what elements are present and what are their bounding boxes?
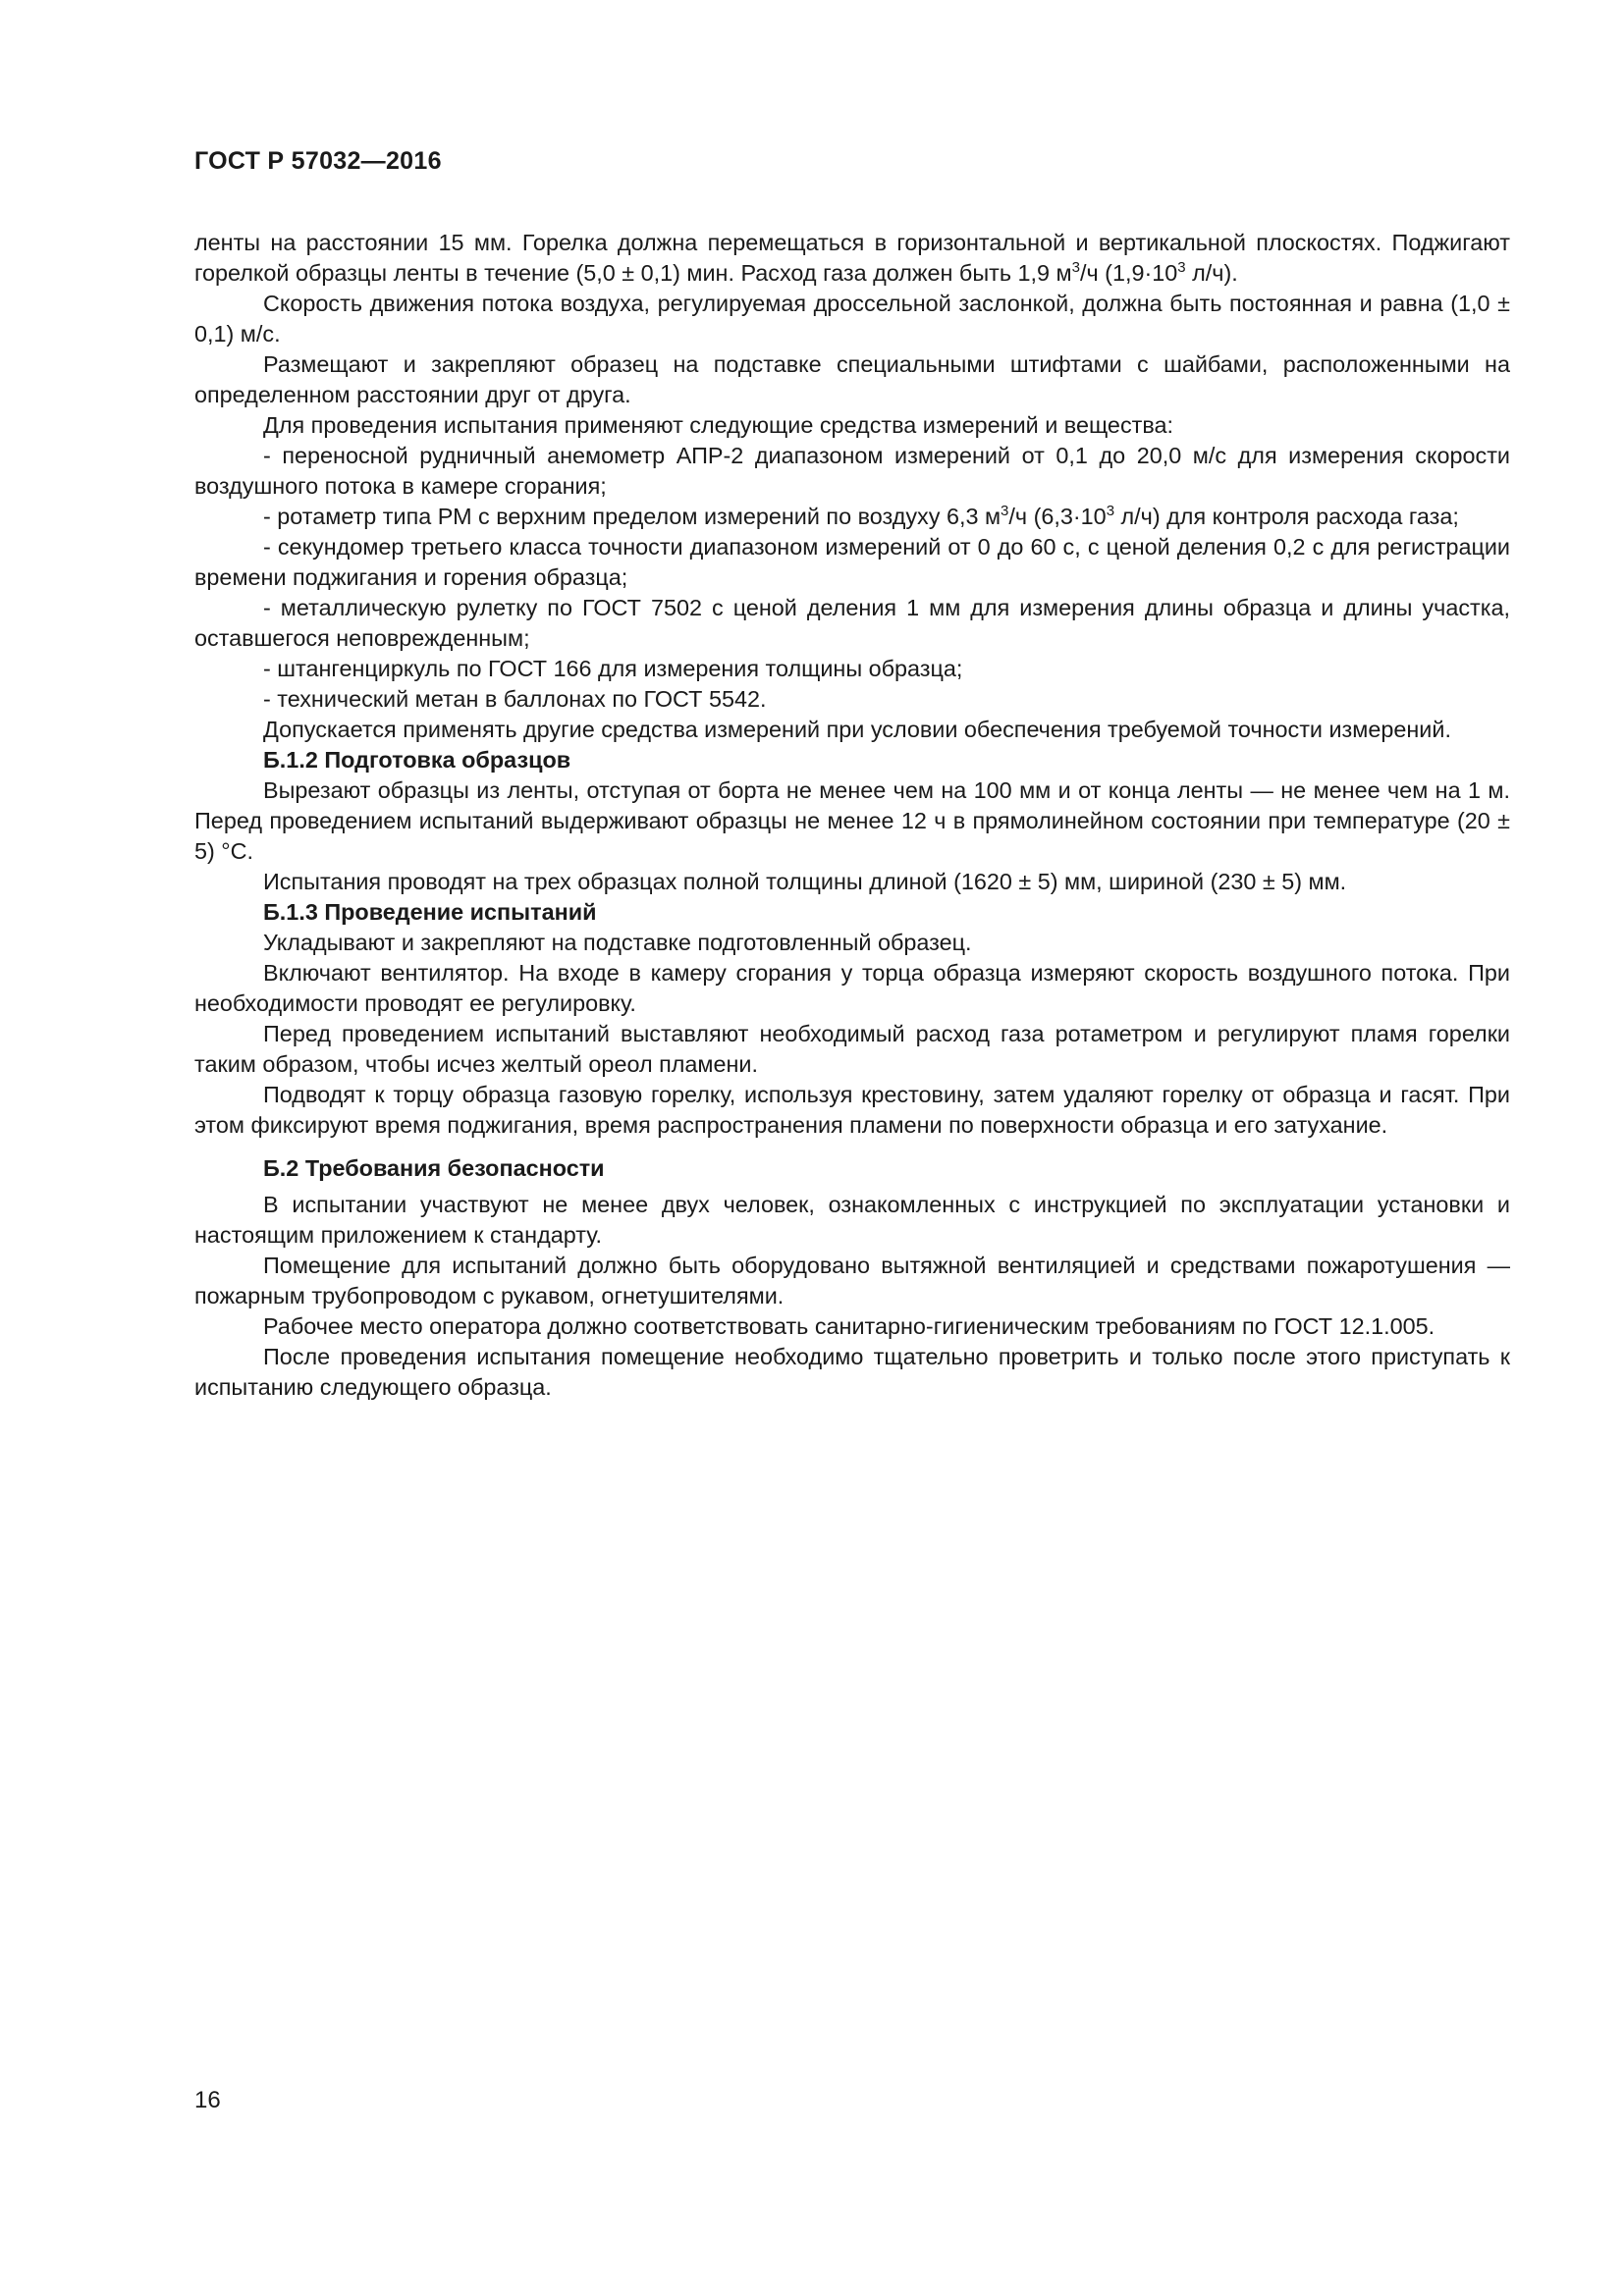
paragraph: Испытания проводят на трех образцах полной толщины длиной (1620 ± 5) мм, шириной (230 ± 5) мм. (263, 869, 1347, 894)
paragraph: Размещают и закрепляют образец на подставке специальными штифтами с шайбами, расположенными на определенном расстоянии друг от друга. (194, 351, 1510, 407)
page-number: 16 (194, 2087, 221, 2113)
paragraph: Помещение для испытаний должно быть оборудовано вытяжной вентиляцией и средствами пожаротушения — пожарным трубопроводом с рукавом, огнетушителями. (194, 1253, 1510, 1308)
document-body (194, 228, 1510, 1403)
paragraph: Скорость движения потока воздуха, регулируемая дроссельной заслонкой, должна быть постоянная и равна (1,0 ± 0,1) м/с. (194, 291, 1510, 347)
section-heading: Б.2 Требования безопасности (263, 1155, 605, 1181)
paragraph: Вырезают образцы из ленты, отступая от борта не менее чем на 100 мм и от конца ленты — не менее чем на 1 м. Перед проведением испытаний выдерживают образцы не менее 12 ч в прямолинейном состоянии при температуре (20 ± 5) °С. (194, 777, 1510, 864)
document-header: ГОСТ Р 57032—2016 (194, 147, 442, 175)
list-item: - штангенциркуль по ГОСТ 166 для измерения толщины образца; (263, 656, 963, 681)
paragraph: В испытании участвуют не менее двух человек, ознакомленных с инструкцией по эксплуатации установки и настоящим приложением к стандарту. (194, 1192, 1510, 1248)
paragraph: ленты на расстоянии 15 мм. Горелка должна перемещаться в горизонтальной и вертикальной плоскостях. Поджигают горелкой образцы ленты в течение (5,0 ± 0,1) мин. Расход газа должен быть 1,9 $м^3/ч$ ($1,9\cdot 10^3$ л/ч). (194, 230, 1510, 286)
list-item: - ротаметр типа РМ с верхним пределом измерений по воздуху 6,3 $м^3/ч$ ($6,3\cdot 10^3$ л/ч) для контроля расхода газа; (263, 503, 1459, 529)
list-item: - секундомер третьего класса точности диапазоном измерений от 0 до 60 с, с ценой деления 0,2 с для регистрации времени поджигания и горения образца; (194, 534, 1510, 590)
paragraph: После проведения испытания помещение необходимо тщательно проветрить и только после этого приступать к испытанию следующего образца. (194, 1344, 1510, 1400)
subsection-heading: Б.1.2 Подготовка образцов (263, 747, 571, 773)
paragraph: Перед проведением испытаний выставляют необходимый расход газа ротаметром и регулируют пламя горелки таким образом, чтобы исчез желтый ореол пламени. (194, 1021, 1510, 1077)
subsection-heading: Б.1.3 Проведение испытаний (263, 899, 597, 925)
paragraph: Подводят к торцу образца газовую горелку, используя крестовину, затем удаляют горелку от образца и гасят. При этом фиксируют время поджигания, время распространения пламени по поверхности образца и его затухание. (194, 1082, 1510, 1138)
list-item: - металлическую рулетку по ГОСТ 7502 с ценой деления 1 мм для измерения длины образца и длины участка, оставшегося неповрежденным; (194, 595, 1510, 651)
paragraph: Допускается применять другие средства измерений при условии обеспечения требуемой точности измерений. (263, 717, 1451, 742)
list-item: - технический метан в баллонах по ГОСТ 5542. (263, 686, 767, 712)
list-item: - переносной рудничный анемометр АПР-2 диапазоном измерений от 0,1 до 20,0 м/с для измерения скорости воздушного потока в камере сгорания; (194, 443, 1510, 499)
paragraph: Включают вентилятор. На входе в камеру сгорания у торца образца измеряют скорость воздушного потока. При необходимости проводят ее регулировку. (194, 960, 1510, 1016)
paragraph: Для проведения испытания применяют следующие средства измерений и вещества: (263, 412, 1174, 438)
paragraph: Укладывают и закрепляют на подставке подготовленный образец. (263, 930, 972, 955)
paragraph: Рабочее место оператора должно соответствовать санитарно-гигиеническим требованиям по ГОСТ 12.1.005. (263, 1313, 1435, 1339)
